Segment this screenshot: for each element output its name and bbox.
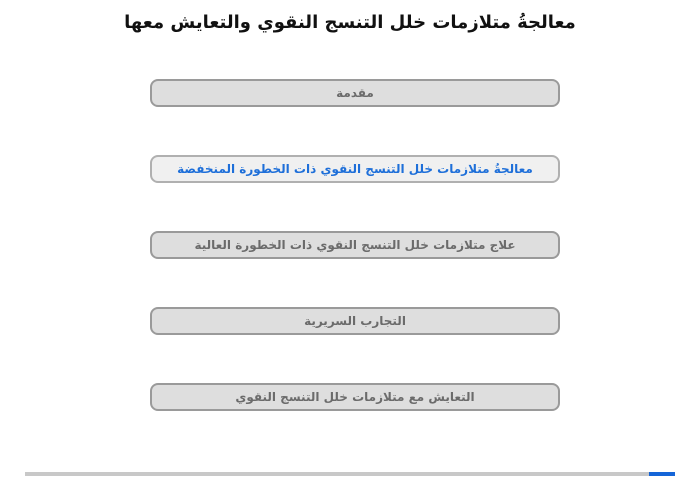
topic-nav bbox=[150, 79, 560, 459]
nav-button-introduction[interactable]: مقدمة bbox=[150, 79, 560, 107]
nav-button-high-risk-treatment[interactable]: علاج متلازمات خلل التنسج النقوي ذات الخطورة العالية bbox=[150, 231, 560, 259]
nav-button-clinical-trials[interactable]: التجارب السريرية bbox=[150, 307, 560, 335]
progress-bar-fill bbox=[649, 472, 675, 476]
page-title: معالجةُ متلازمات خلل التنسج النقوي والتعايش معها bbox=[124, 12, 576, 33]
nav-button-low-risk-treatment[interactable]: معالجةُ متلازمات خلل التنسج النقوي ذات الخطورة المنخفضة bbox=[150, 155, 560, 183]
progress-bar bbox=[25, 472, 675, 476]
nav-button-living-with-mds[interactable]: التعايش مع متلازمات خلل التنسج النقوي bbox=[150, 383, 560, 411]
